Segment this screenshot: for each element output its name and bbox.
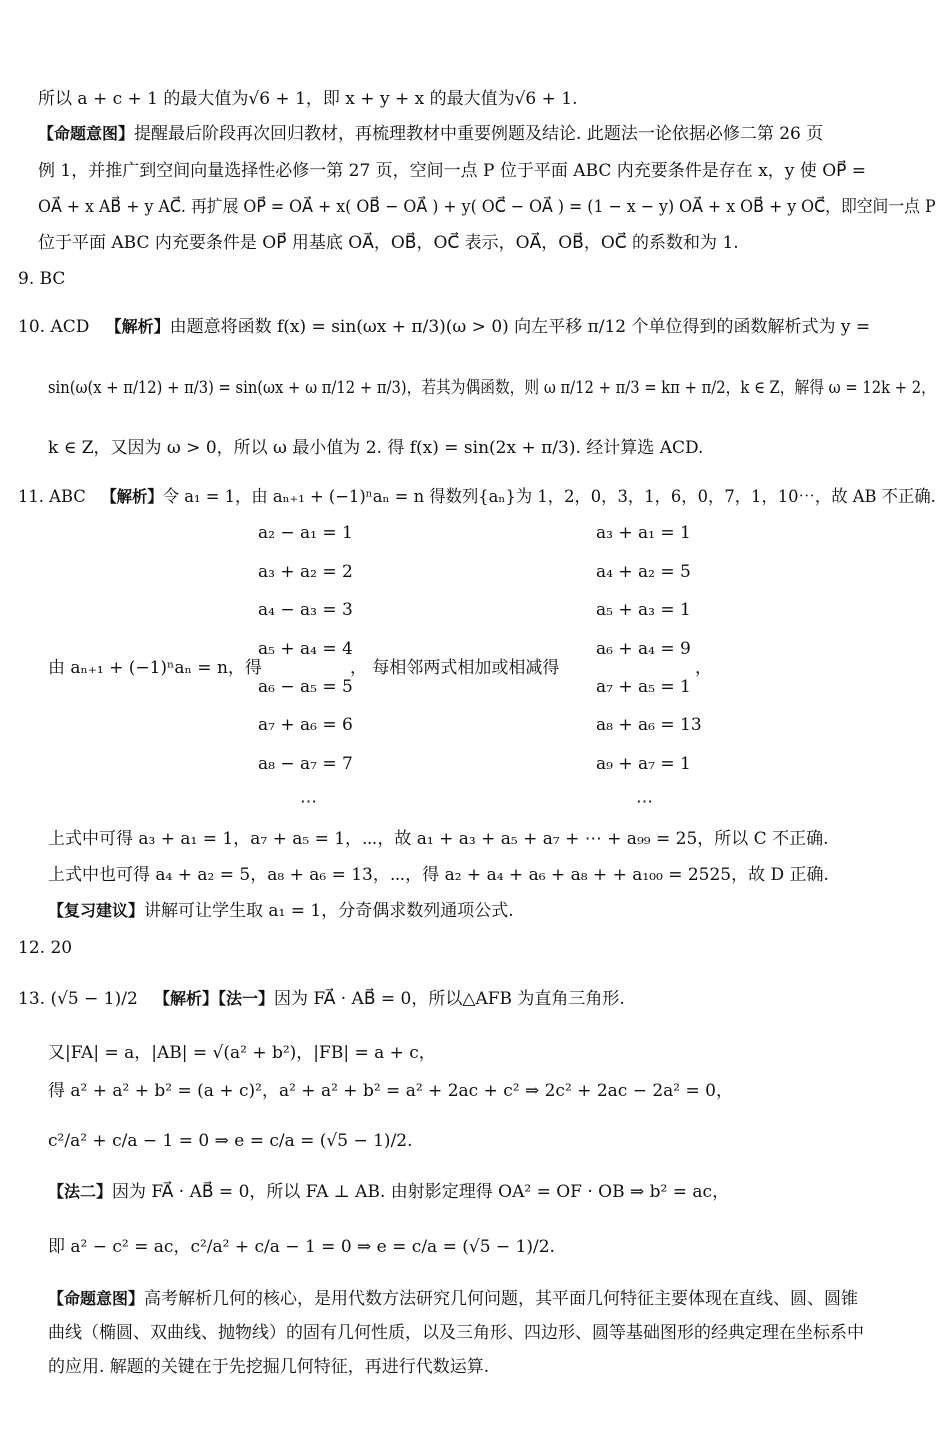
equation: a₇ + a₅ = 1 bbox=[596, 677, 691, 697]
equation: a₇ + a₆ = 6 bbox=[258, 715, 353, 735]
section-header: 【解析】 bbox=[105, 317, 170, 336]
equation: a₃ + a₂ = 2 bbox=[258, 562, 353, 582]
text-line: 的应用. 解题的关键在于先挖掘几何特征，再进行代数运算. bbox=[48, 1357, 490, 1377]
section-header: 【解析】 bbox=[101, 487, 163, 506]
text-line: OA⃗ + x AB⃗ + y AC⃗. 再扩展 OP⃗ = OA⃗ + x( OB⃗ − OA⃗ ) + y( OC⃗ − OA⃗ ) = (1 − x − y) OA⃗ + x OB⃗ + y OC⃗，即空间一点 P bbox=[38, 197, 936, 217]
review-paragraph bbox=[48, 900, 514, 922]
text-line: 所以 a + c + 1 的最大值为√6 + 1，即 x + y + x 的最大值为√6 + 1. bbox=[38, 89, 578, 109]
text-span: 因为 FA⃗ · AB⃗ = 0，所以 FA ⊥ AB. 由射影定理得 OA² = OF · OB ⇒ b² = ac， bbox=[112, 1182, 730, 1202]
section-header: 【复习建议】 bbox=[48, 901, 145, 920]
recurrence-label: 由 aₙ₊₁ + (−1)ⁿaₙ = n，得 bbox=[48, 658, 262, 678]
text-line: sin(ω(x + π/12) + π/3) = sin(ωx + ω π/12 + π/3)，若其为偶函数，则 ω π/12 + π/3 = kπ + π/2，k ∈ Z，解得 ω = 12k + 2， bbox=[48, 378, 936, 398]
text-line: c²/a² + c/a − 1 = 0 ⇒ e = c/a = (√5 − 1)/2. bbox=[48, 1131, 413, 1151]
text-line: 得 a² + a² + b² = (a + c)²，a² + a² + b² = a² + 2ac + c² ⇒ 2c² + 2ac − 2a² = 0， bbox=[48, 1081, 733, 1101]
intent-paragraph bbox=[38, 123, 823, 145]
text-line: 例 1，并推广到空间向量选择性必修一第 27 页，空间一点 P 位于平面 ABC 内充要条件是存在 x，y 使 OP⃗ = bbox=[38, 161, 867, 181]
ellipsis: ⋯ bbox=[636, 792, 653, 812]
equation: a₆ − a₅ = 5 bbox=[258, 677, 353, 697]
equation: a₄ − a₃ = 3 bbox=[258, 600, 353, 620]
equation: a₃ + a₁ = 1 bbox=[596, 523, 691, 543]
text-line: k ∈ Z，又因为 ω > 0，所以 ω 最小值为 2. 得 f(x) = sin(2x + π/3). 经计算选 ACD. bbox=[48, 438, 704, 458]
answer-10 bbox=[18, 316, 870, 338]
text-span: 讲解可让学生取 a₁ = 1，分奇偶求数列通项公式. bbox=[144, 901, 514, 921]
equation: a₅ + a₄ = 4 bbox=[258, 639, 353, 659]
equation: a₈ − a₇ = 7 bbox=[258, 754, 353, 774]
section-header: 【法二】 bbox=[48, 1182, 113, 1201]
ellipsis: ⋯ bbox=[300, 792, 317, 812]
section-header: 【命题意图】 bbox=[48, 1289, 145, 1308]
equation: a₉ + a₇ = 1 bbox=[596, 754, 691, 774]
text-span: 因为 FA⃗ · AB⃗ = 0，所以△AFB 为直角三角形. bbox=[274, 989, 625, 1009]
answer-label: 13. (√5 − 1)/2 bbox=[18, 989, 138, 1009]
equation: a₅ + a₃ = 1 bbox=[596, 600, 691, 620]
answer-label: 10. ACD bbox=[18, 317, 90, 337]
method-two-paragraph bbox=[48, 1181, 729, 1203]
text-line: 曲线（椭圆、双曲线、抛物线）的固有几何性质，以及三角形、四边形、圆等基础图形的经典定理在坐标系中 bbox=[48, 1323, 864, 1343]
equation: a₆ + a₄ = 9 bbox=[596, 639, 691, 659]
text-span: 令 a₁ = 1，由 aₙ₊₁ + (−1)ⁿaₙ = n 得数列{aₙ}为 1，2，0，3，1，6，0，7，1，10⋯，故 AB 不正确. bbox=[162, 487, 936, 507]
answer-9: 9. BC bbox=[18, 269, 66, 289]
section-header: 【解析】【法一】 bbox=[153, 989, 274, 1008]
text-span: 提醒最后阶段再次回归教材，再梳理教材中重要例题及结论. 此题法一论依据必修二第 26 页 bbox=[134, 124, 824, 144]
text-line: 即 a² − c² = ac，c²/a² + c/a − 1 = 0 ⇒ e = c/a = (√5 − 1)/2. bbox=[48, 1237, 555, 1257]
text-line: 位于平面 ABC 内充要条件是 OP⃗ 用基底 OA⃗，OB⃗，OC⃗ 表示，OA⃗，OB⃗，OC⃗ 的系数和为 1. bbox=[38, 233, 739, 253]
combine-label: ， 每相邻两式相加或相减得 bbox=[350, 658, 560, 678]
equation: a₄ + a₂ = 5 bbox=[596, 562, 691, 582]
answer-label: 11. ABC bbox=[18, 487, 86, 507]
text-line: 上式中可得 a₃ + a₁ = 1，a₇ + a₅ = 1，⋯，故 a₁ + a₃ + a₅ + a₇ + ⋯ + a₉₉ = 25，所以 C 不正确. bbox=[48, 829, 829, 849]
intent-paragraph bbox=[48, 1288, 858, 1310]
answer-12: 12. 20 bbox=[18, 938, 73, 958]
text-line: 上式中也可得 a₄ + a₂ = 5，a₈ + a₆ = 13，⋯，得 a₂ + a₄ + a₆ + a₈ + + a₁₀₀ = 2525，故 D 正确. bbox=[48, 865, 829, 885]
answer-13 bbox=[18, 988, 625, 1010]
text-span: 由题意将函数 f(x) = sin(ωx + π/3)(ω > 0) 向左平移 π/12 个单位得到的函数解析式为 y = bbox=[169, 317, 871, 337]
comma: ， bbox=[695, 658, 712, 678]
equation: a₈ + a₆ = 13 bbox=[596, 715, 702, 735]
text-span: 高考解析几何的核心，是用代数方法研究几何问题，其平面几何特征主要体现在直线、圆、圆锥 bbox=[144, 1289, 859, 1309]
text-line: 又|FA| = a，|AB| = √(a² + b²)，|FB| = a + c， bbox=[48, 1043, 436, 1063]
answer-11 bbox=[18, 486, 936, 508]
section-header: 【命题意图】 bbox=[38, 124, 135, 143]
equation: a₂ − a₁ = 1 bbox=[258, 523, 353, 543]
